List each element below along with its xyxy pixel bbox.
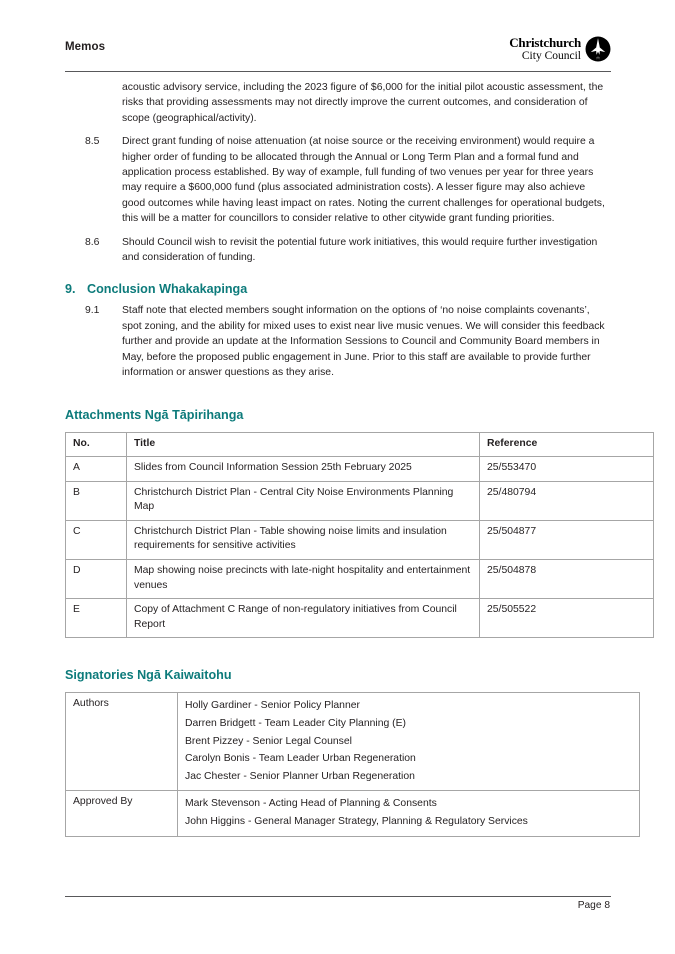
column-header-reference: Reference bbox=[480, 432, 654, 457]
cell-title: Christchurch District Plan - Table showing noise limits and insulation requirements for sensitive activities bbox=[127, 520, 480, 559]
paragraph-continued bbox=[65, 80, 611, 126]
attachments-table bbox=[65, 432, 654, 639]
cell-title: Map showing noise precincts with late-night hospitality and entertainment venues bbox=[127, 560, 480, 599]
paragraph-text: Staff note that elected members sought information on the options of ‘no noise complaints covenants’, spot zoning, and the ability for mixed uses to exist near live music venues. We will consider this feedback further and provide an update at the Information Sessions to Council and Community Board members in May, before the proposed public engagement in June. Prior to this staff are available to provide further information or answer questions as they arise. bbox=[122, 305, 605, 379]
cell-people bbox=[178, 791, 640, 836]
cell-role: Authors bbox=[66, 693, 178, 791]
person-line: Jac Chester - Senior Planner Urban Regeneration bbox=[185, 770, 415, 782]
cell-no: A bbox=[66, 457, 127, 482]
paragraph-8-5 bbox=[65, 134, 611, 226]
header-title: Memos bbox=[65, 41, 106, 53]
paragraph-text: Direct grant funding of noise attenuation (at noise source or the receiving environment) would require a higher order of funding to be allocated through the Annual or Long Term Plan and a formal fund and application process established. By way of example, full funding of two venues per year for three years may require a $600,000 fund (plus associated administration costs). A lesser figure may also achieve good outcomes while having least impact on rates. Noting the current challenges for operational budgets, this will be a matter for councillors to consider relative to other citywide grant funding priorities. bbox=[122, 136, 605, 225]
cell-no: D bbox=[66, 560, 127, 599]
person-line: Brent Pizzey - Senior Legal Counsel bbox=[185, 735, 352, 747]
cell-reference: 25/505522 bbox=[480, 599, 654, 638]
cell-reference: 25/504878 bbox=[480, 560, 654, 599]
table-row bbox=[66, 599, 654, 638]
cell-no: B bbox=[66, 481, 127, 520]
signatories-table bbox=[65, 692, 640, 836]
logo-line-christchurch: Christchurch bbox=[509, 35, 581, 51]
cell-title: Christchurch District Plan - Central City Noise Environments Planning Map bbox=[127, 481, 480, 520]
table-row bbox=[66, 560, 654, 599]
table-row bbox=[66, 693, 640, 791]
page-header bbox=[65, 36, 611, 70]
person-line: Holly Gardiner - Senior Policy Planner bbox=[185, 700, 360, 712]
paragraph-number: 9.1 bbox=[85, 305, 100, 317]
paragraph-9-1 bbox=[65, 303, 611, 380]
cell-role: Approved By bbox=[66, 791, 178, 836]
council-logo bbox=[509, 36, 611, 62]
cell-title: Slides from Council Information Session 25th February 2025 bbox=[127, 457, 480, 482]
table-row bbox=[66, 520, 654, 559]
header-divider bbox=[65, 71, 611, 72]
table-header-row bbox=[66, 432, 654, 457]
cell-no: E bbox=[66, 599, 127, 638]
paragraph-number: 8.5 bbox=[85, 136, 100, 148]
footer-divider bbox=[65, 896, 611, 897]
section-number: 9. bbox=[65, 282, 76, 297]
christchurch-council-emblem-icon bbox=[585, 36, 611, 62]
cell-people bbox=[178, 693, 640, 791]
signatories-heading: Signatories Ngā Kaiwaitohu bbox=[65, 668, 232, 683]
paragraph-text: Should Council wish to revisit the potential future work initiatives, this would require further investigation and consideration of funding. bbox=[122, 236, 598, 264]
table-row bbox=[66, 791, 640, 836]
column-header-title: Title bbox=[127, 432, 480, 457]
cell-reference: 25/553470 bbox=[480, 457, 654, 482]
person-line: Darren Bridgett - Team Leader City Planning (E) bbox=[185, 718, 406, 730]
cell-no: C bbox=[66, 520, 127, 559]
cell-reference: 25/480794 bbox=[480, 481, 654, 520]
cell-title: Copy of Attachment C Range of non-regulatory initiatives from Council Report bbox=[127, 599, 480, 638]
logo-line-city-council: City Council bbox=[521, 49, 581, 62]
paragraph-8-6 bbox=[65, 235, 611, 266]
paragraph-text: acoustic advisory service, including the 2023 figure of $6,000 for the initial pilot acoustic assessment, the risks that providing assessments may not directly improve the current outcomes, and consideration of scope (geographical/activity). bbox=[122, 82, 604, 124]
cell-reference: 25/504877 bbox=[480, 520, 654, 559]
document-content bbox=[65, 80, 611, 837]
table-row bbox=[66, 457, 654, 482]
person-line: Carolyn Bonis - Team Leader Urban Regeneration bbox=[185, 753, 416, 765]
paragraph-number: 8.6 bbox=[85, 236, 100, 248]
page-number: Page 8 bbox=[577, 900, 610, 911]
logo-text bbox=[509, 36, 581, 62]
column-header-no: No. bbox=[66, 432, 127, 457]
person-line: Mark Stevenson - Acting Head of Planning & Consents bbox=[185, 798, 437, 810]
table-row bbox=[66, 481, 654, 520]
attachments-heading: Attachments Ngā Tāpirihanga bbox=[65, 407, 244, 422]
section-title: Conclusion Whakakapinga bbox=[87, 282, 248, 297]
section-heading-conclusion bbox=[65, 281, 611, 298]
person-line: John Higgins - General Manager Strategy, Planning & Regulatory Services bbox=[185, 816, 528, 827]
